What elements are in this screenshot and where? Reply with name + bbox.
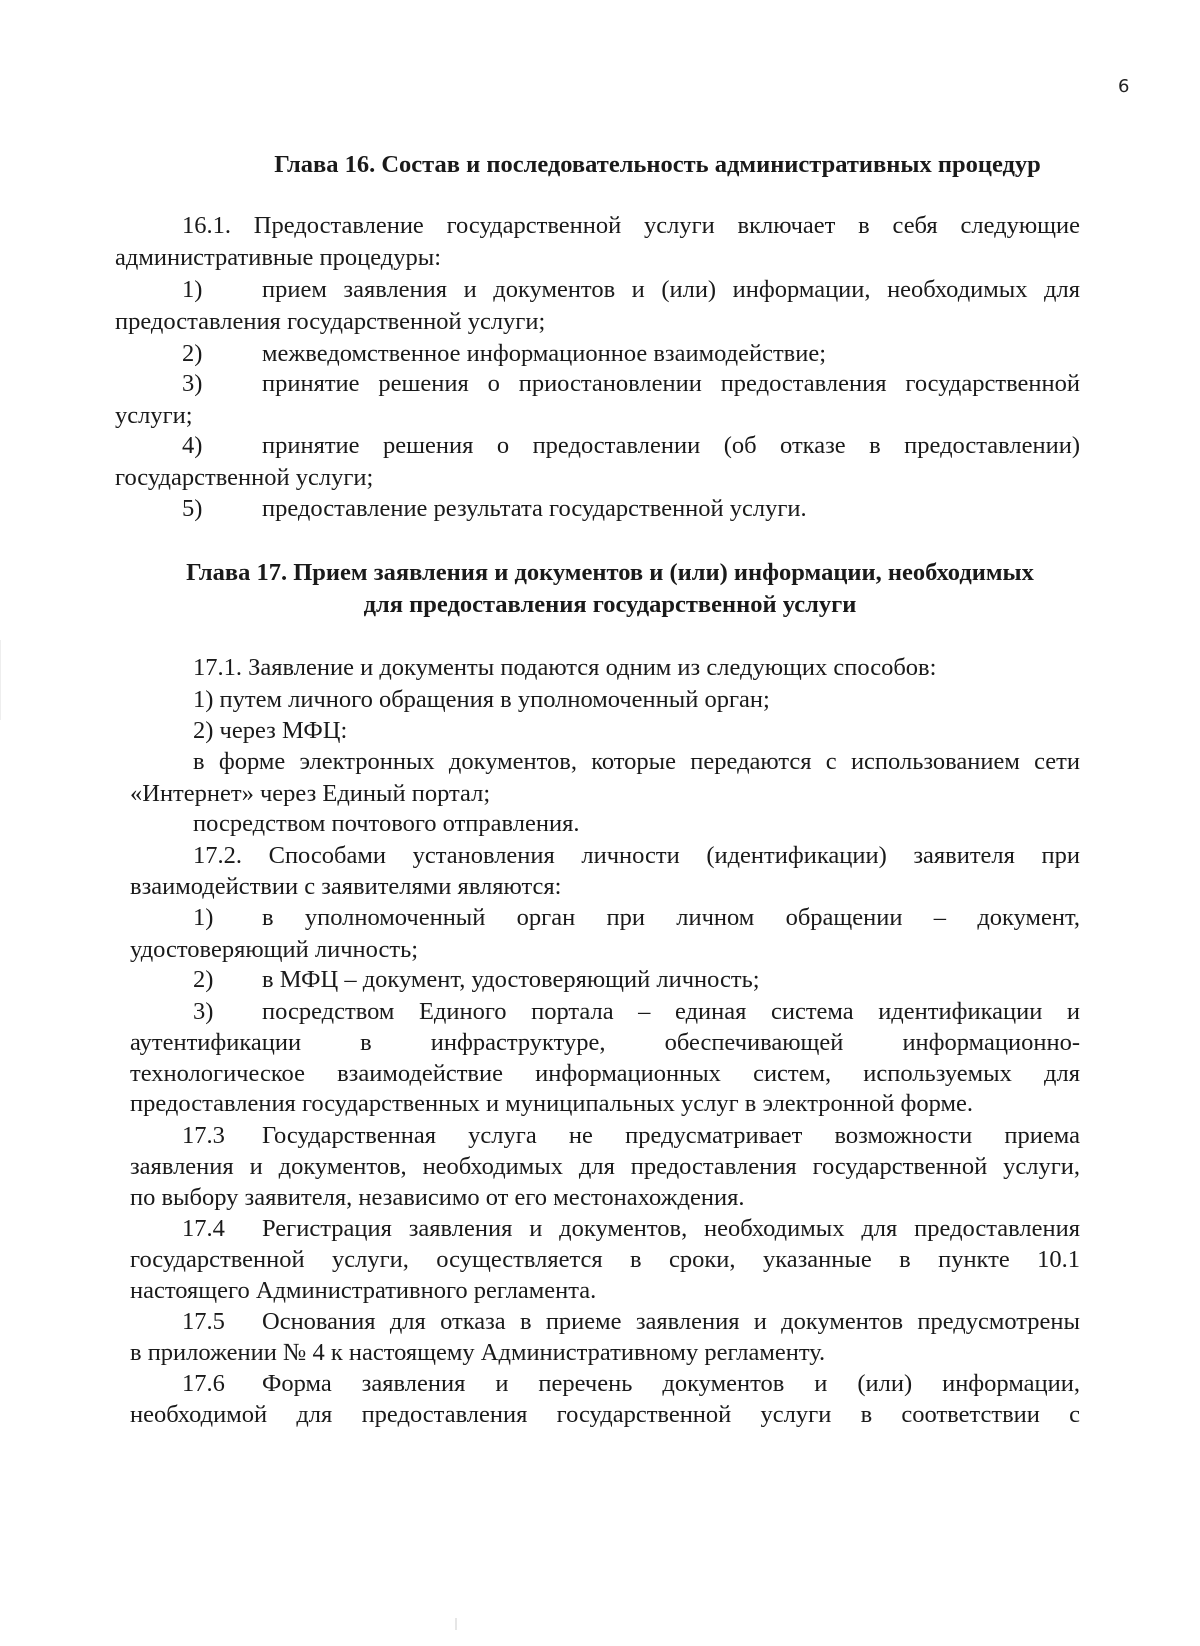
- paragraph-17-5-text: в приложении № 4 к настоящему Административному регламенту.: [130, 1339, 826, 1366]
- paragraph-17-3-text: заявления и документов, необходимых для предоставления государственной услуги,: [130, 1153, 1080, 1180]
- paragraph-16-1-line: 16.1. Предоставление государственной услуги включает в себя следующие: [182, 212, 1080, 239]
- paragraph-17-4-text: настоящего Административного регламента.: [130, 1277, 597, 1304]
- paragraph-number: 17.4: [182, 1215, 225, 1242]
- paragraph-17-2-line: взаимодействии с заявителями являются:: [130, 873, 562, 900]
- paragraph-17-1-item: в форме электронных документов, которые передаются с использованием сети: [193, 748, 1080, 775]
- scan-artifact: [0, 640, 1, 720]
- list-item-text: в уполномоченный орган при личном обращении – документ,: [262, 904, 1080, 931]
- paragraph-number: 17.3: [182, 1122, 225, 1149]
- paragraph-17-1-item: посредством почтового отправления.: [193, 810, 580, 837]
- paragraph-17-1-item: 1) путем личного обращения в уполномоченный орган;: [193, 686, 770, 713]
- list-item-number: 3): [182, 370, 203, 397]
- paragraph-16-1-line: административные процедуры:: [115, 244, 442, 271]
- chapter-17-title: для предоставления государственной услуги: [363, 591, 857, 618]
- list-item-text: принятие решения о предоставлении (об отказе в предоставлении): [262, 432, 1080, 459]
- list-item-text: прием заявления и документов и (или) информации, необходимых для: [262, 276, 1080, 303]
- paragraph-17-3-text: Государственная услуга не предусматривает возможности приема: [262, 1122, 1080, 1149]
- list-item-number: 2): [193, 966, 214, 993]
- paragraph-number: 17.6: [182, 1370, 225, 1397]
- list-item-number: 3): [193, 998, 214, 1025]
- paragraph-number: 17.5: [182, 1308, 225, 1335]
- paragraph-17-6-text: Форма заявления и перечень документов и (или) информации,: [262, 1370, 1080, 1397]
- list-item-number: 2): [182, 340, 203, 367]
- paragraph-17-1-item: «Интернет» через Единый портал;: [130, 780, 491, 807]
- list-item-text: государственной услуги;: [115, 464, 374, 491]
- list-item-number: 1): [193, 904, 214, 931]
- paragraph-17-1-item: 2) через МФЦ:: [193, 717, 348, 744]
- list-item-text: принятие решения о приостановлении предоставления государственной: [262, 370, 1080, 397]
- list-item-text: посредством Единого портала – единая система идентификации и: [262, 998, 1080, 1025]
- chapter-16-title: Глава 16. Состав и последовательность административных процедур: [274, 151, 1041, 178]
- list-item-number: 1): [182, 276, 203, 303]
- list-item-text: услуги;: [115, 402, 193, 429]
- list-item-text: удостоверяющий личность;: [130, 936, 419, 963]
- list-item-text: межведомственное информационное взаимодействие;: [262, 340, 827, 367]
- chapter-17-title: Глава 17. Прием заявления и документов и (или) информации, необходимых: [186, 559, 1034, 586]
- list-item-text: технологическое взаимодействие информационных систем, используемых для: [130, 1060, 1080, 1087]
- paragraph-17-1-intro: 17.1. Заявление и документы подаются одним из следующих способов:: [193, 654, 937, 681]
- paragraph-17-2-line: 17.2. Способами установления личности (идентификации) заявителя при: [193, 842, 1080, 869]
- paragraph-17-5-text: Основания для отказа в приеме заявления и документов предусмотрены: [262, 1308, 1080, 1335]
- list-item-number: 4): [182, 432, 203, 459]
- list-item-number: 5): [182, 495, 203, 522]
- page-number: 6: [1118, 76, 1130, 97]
- paragraph-17-4-text: Регистрация заявления и документов, необходимых для предоставления: [262, 1215, 1080, 1242]
- scan-artifact: [455, 1618, 457, 1630]
- list-item-text: предоставления государственной услуги;: [115, 308, 546, 335]
- paragraph-17-3-text: по выбору заявителя, независимо от его местонахождения.: [130, 1184, 745, 1211]
- list-item-text: в МФЦ – документ, удостоверяющий личность;: [262, 966, 760, 993]
- list-item-text: предоставления государственных и муниципальных услуг в электронной форме.: [130, 1090, 973, 1117]
- paragraph-17-6-text: необходимой для предоставления государственной услуги в соответствии с: [130, 1401, 1080, 1428]
- list-item-text: аутентификации в инфраструктуре, обеспечивающей информационно-: [130, 1029, 1080, 1056]
- paragraph-17-4-text: государственной услуги, осуществляется в сроки, указанные в пункте 10.1: [130, 1246, 1080, 1273]
- list-item-text: предоставление результата государственной услуги.: [262, 495, 807, 522]
